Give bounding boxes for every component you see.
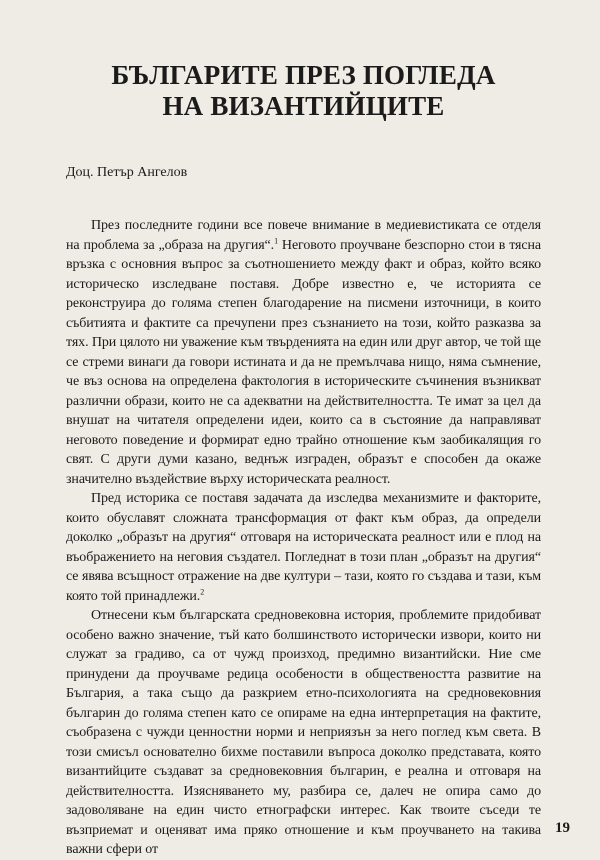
- author-name: Доц. Петър Ангелов: [66, 165, 188, 180]
- article-title: [66, 60, 541, 122]
- footnote-ref-2: 2: [200, 586, 205, 596]
- title-line-2: НА ВИЗАНТИЙЦИТЕ: [162, 91, 445, 121]
- paragraph-text: Неговото проучване безспорно стои в тясна връзка с основния въпрос за съотношението между факт и образ, който всяко историческо изследване поставя. Добре известно е, че историята се реконструира до голяма степен благодарение на писмени източници, в които събитията и фактите са пречупени през съзнанието на този, който разказва за тях. При цялото ни уважение към твърденията на един или друг автор, че той ще се стреми винаги да говори истината и да не премълчава нищо, няма съмнение, че въз основа на определена фактология в историческите съчинения възникват различни образи, които не са адекватни на действителността. Те имат за цел да внушат на читателя определени идеи, които са в състояние да направляват неговото поведение и формират едно трайно отношение към заобикалящия го свят. С други думи казано, веднъж изграден, образът е способен да окаже значително въздействие върху историческата реалност.: [66, 237, 541, 487]
- paragraph-1: [66, 216, 541, 489]
- paragraph-text: Пред историка се поставя задачата да изследва механизмите и факторите, които обуславят сложната трансформация от факт към образ, да определи доколко „образът на другия“ отговаря на историческата реалност или е плод на въображението на неговия създател. Погледнат в този план „образът на другия“ се явява всъщност отражение на две култури – тази, която го създава и тази, към която той принадлежи.: [66, 491, 541, 604]
- title-line-1: БЪЛГАРИТЕ ПРЕЗ ПОГЛЕДА: [111, 60, 496, 90]
- article-body: [66, 216, 541, 860]
- paragraph-2: [66, 489, 541, 606]
- document-page: [0, 60, 600, 860]
- paragraph-text: Отнесени към българската средновековна история, проблемите придобиват особено важно значение, тъй като болшинството исторически извори, които ни служат за градиво, са от чужд произход, предимно византийски. Ние сме принудени да проучваме редица особености в обществеността развитие на България, а така също да разкрием етно-психологията на средновековния българин до голяма степен като се опираме на една интерпретация на фактите, съобразена с чужди ценностни норми и неприязън за него поглед към света. В този смисъл основателно бихме поставили въпроса доколко представата, която византийците създават за средновековния българин, е реална и отговаря на действителността. Изясняването му, разбира се, далеч не опира само до задоволяване на един чисто етнографски интерес. Как твоите съседи те възприемат и оценяват има пряко отношение и към проучването на такива важни сфери от: [66, 608, 541, 857]
- paragraph-3: [66, 606, 541, 860]
- paragraph-text: През последните години все повече внимание в медиевистиката се отделя на проблема за „образа на другия“.: [66, 218, 541, 253]
- footnote-ref-1: 1: [274, 235, 278, 245]
- page-number: 19: [555, 820, 570, 836]
